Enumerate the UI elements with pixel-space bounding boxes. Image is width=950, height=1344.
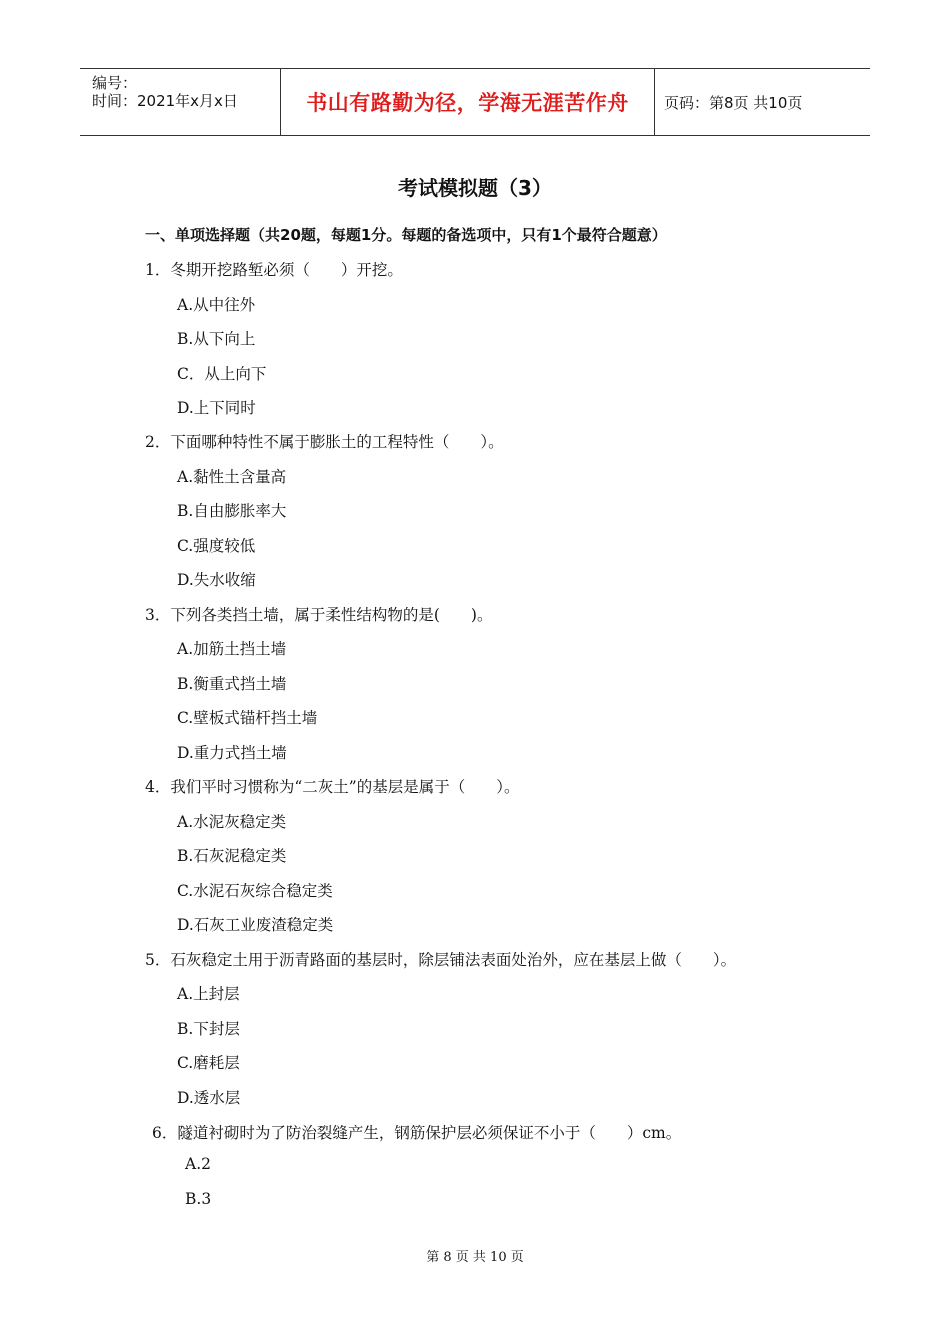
question-option: C．从上向下	[177, 365, 267, 383]
question-option: D.重力式挡土墙	[177, 744, 287, 762]
header-meta	[80, 69, 280, 135]
question-stem: 4．我们平时习惯称为“二灰土”的基层是属于（ ）。	[145, 778, 520, 796]
question-stem: 2．下面哪种特性不属于膨胀土的工程特性（ ）。	[145, 433, 504, 451]
question-option: D.上下同时	[177, 399, 256, 417]
page-footer: 第 8 页 共 10 页	[426, 1250, 524, 1265]
header-page-info: 页码：第8页 共10页	[664, 93, 803, 112]
question-option: C.磨耗层	[177, 1054, 240, 1072]
page-title: 考试模拟题（3）	[398, 176, 552, 200]
question-option: A.上封层	[177, 985, 240, 1003]
question-option: C.水泥石灰综合稳定类	[177, 882, 333, 900]
question-option: B.自由膨胀率大	[177, 502, 287, 520]
page-header	[80, 68, 870, 136]
question-option: B.从下向上	[177, 330, 256, 348]
question-option: B.3	[185, 1190, 212, 1208]
question-stem: 1．冬期开挖路堑必须（ ）开挖。	[145, 261, 403, 279]
header-divider	[654, 69, 655, 135]
question-option: B.石灰泥稳定类	[177, 847, 287, 865]
question-stem: 6．隧道衬砌时为了防治裂缝产生，钢筋保护层必须保证不小于（ ）cm。	[152, 1124, 682, 1142]
question-option: A.从中往外	[177, 296, 256, 314]
question-stem: 3．下列各类挡土墙，属于柔性结构物的是( )。	[145, 606, 493, 624]
question-option: C.壁板式锚杆挡土墙	[177, 709, 318, 727]
question-option: A.黏性土含量高	[177, 468, 287, 486]
question-option: A.2	[185, 1155, 211, 1173]
question-option: A.水泥灰稳定类	[177, 813, 287, 831]
question-option: A.加筋土挡土墙	[177, 640, 287, 658]
question-stem: 5．石灰稳定土用于沥青路面的基层时，除层铺法表面处治外，应在基层上做（ ）。	[145, 951, 737, 969]
date-line: 时间：2021年x月x日	[92, 92, 238, 110]
header-motto: 书山有路勤为径，学海无涯苦作舟	[306, 91, 629, 115]
section-heading: 一、单项选择题（共20题，每题1分。每题的备选项中，只有1个最符合题意）	[145, 226, 667, 244]
question-option: D.透水层	[177, 1089, 241, 1107]
question-option: B.下封层	[177, 1020, 240, 1038]
question-option: B.衡重式挡土墙	[177, 675, 287, 693]
question-option: D.石灰工业废渣稳定类	[177, 916, 334, 934]
number-label: 编号：	[92, 74, 138, 92]
question-option: C.强度较低	[177, 537, 256, 555]
question-option: D.失水收缩	[177, 571, 256, 589]
